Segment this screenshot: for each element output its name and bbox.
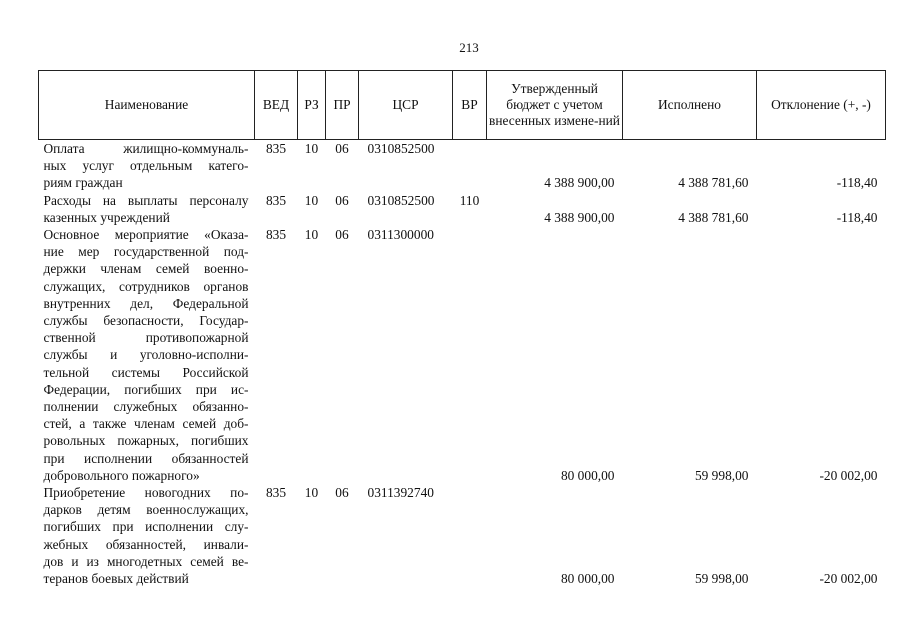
row-name-line: жебных обязанностей, инвали-: [43, 536, 249, 552]
page-number: 213: [459, 40, 479, 55]
row-ved: 835: [265, 227, 287, 243]
header-vr: ВР: [453, 71, 487, 140]
table-row: [39, 484, 886, 587]
row-name-line: ственной противопожарной: [43, 330, 249, 346]
header-name: Наименование: [39, 71, 255, 140]
row-deviation: -20 002,00: [819, 467, 878, 483]
row-deviation: -118,40: [836, 175, 878, 191]
row-pr: 06: [335, 141, 349, 156]
row-vr: [453, 140, 487, 192]
row-name-line: дов и из многодетных семей ве-: [43, 553, 249, 569]
row-approved-budget: 4 388 900,00: [544, 175, 615, 191]
row-approved-budget: 80 000,00: [560, 571, 615, 587]
row-name-line: Основное мероприятие «Оказа-: [43, 227, 249, 243]
row-name: [39, 140, 255, 192]
row-vr: [453, 484, 487, 587]
row-executed: 4 388 781,60: [678, 175, 749, 191]
row-pr: 06: [335, 485, 349, 501]
row-name-line: полнении служебных обязанно-: [43, 399, 249, 415]
row-deviation: -20 002,00: [819, 571, 878, 587]
row-name-line: риям граждан: [43, 175, 123, 191]
row-name: [39, 226, 255, 484]
row-name-line: погибших при исполнении слу-: [43, 519, 249, 535]
row-name-line: держки членам семей военно-: [43, 261, 249, 277]
row-pr: 06: [335, 192, 349, 208]
table-row: [39, 226, 886, 484]
row-name-line: Приобретение новогодних по-: [43, 485, 249, 501]
row-csr: 0311300000: [367, 227, 434, 243]
table-row: [39, 192, 886, 226]
table-row: [39, 140, 886, 192]
row-approved-budget: 80 000,00: [560, 467, 615, 483]
row-rz: 10: [304, 485, 319, 501]
row-name: [39, 484, 255, 587]
row-name-line: ние мер государственной под-: [43, 244, 249, 260]
header-ved: ВЕД: [255, 71, 298, 140]
row-name-line: ных услуг отдельным катего-: [43, 158, 249, 174]
row-executed: 4 388 781,60: [678, 209, 749, 225]
header-approved-budget: Утвержденный бюджет с учетом внесенных измене-ний: [487, 71, 623, 140]
row-vr: 110: [459, 192, 480, 208]
row-name-line: Оплата жилищно-коммуналь-: [43, 141, 249, 156]
row-name-line: дарков детям военнослужащих,: [43, 502, 249, 518]
header-rz: РЗ: [298, 71, 326, 140]
row-vr: [453, 226, 487, 484]
budget-execution-table: [38, 70, 886, 587]
row-deviation: -118,40: [836, 209, 878, 225]
row-rz: 10: [304, 227, 319, 243]
row-name-line: службы и уголовно-исполни-: [43, 347, 249, 363]
row-name-line: тельной системы Российской: [43, 364, 249, 380]
row-name-line: теранов боевых действий: [43, 571, 189, 587]
row-csr: 0310852500: [367, 192, 435, 208]
row-name-line: Федерации, погибших при ис-: [43, 381, 249, 397]
row-executed: 59 998,00: [694, 571, 749, 587]
table-header: [39, 71, 886, 140]
row-name-line: стей, а также членам семей доб-: [43, 416, 249, 432]
row-name-line: ровольных пожарных, погибших: [43, 433, 249, 449]
row-csr: 0311392740: [367, 485, 434, 501]
header-deviation: Отклонение (+, -): [757, 71, 886, 140]
row-pr: 06: [335, 227, 349, 243]
header-executed: Исполнено: [623, 71, 757, 140]
row-ved: 835: [265, 485, 287, 501]
row-name-line: добровольного пожарного»: [43, 467, 200, 483]
row-rz: 10: [304, 192, 319, 208]
row-name-line: служащих, сотрудников органов: [43, 278, 249, 294]
row-rz: 10: [304, 141, 319, 156]
row-executed: 59 998,00: [694, 467, 749, 483]
row-ved: 835: [265, 192, 287, 208]
header-pr: ПР: [326, 71, 359, 140]
row-ved: 835: [265, 141, 287, 156]
row-csr: 0310852500: [367, 141, 435, 156]
row-approved-budget: 4 388 900,00: [544, 209, 615, 225]
row-name: [39, 192, 255, 226]
row-name-line: казенных учреждений: [43, 209, 170, 225]
row-name-line: службы безопасности, Государ-: [43, 313, 249, 329]
header-csr: ЦСР: [359, 71, 453, 140]
row-name-line: внутренних дел, Федеральной: [43, 295, 249, 311]
table-body: [39, 140, 886, 588]
row-name-line: Расходы на выплаты персоналу: [43, 192, 249, 208]
row-name-line: при исполнении обязанностей: [43, 450, 249, 466]
